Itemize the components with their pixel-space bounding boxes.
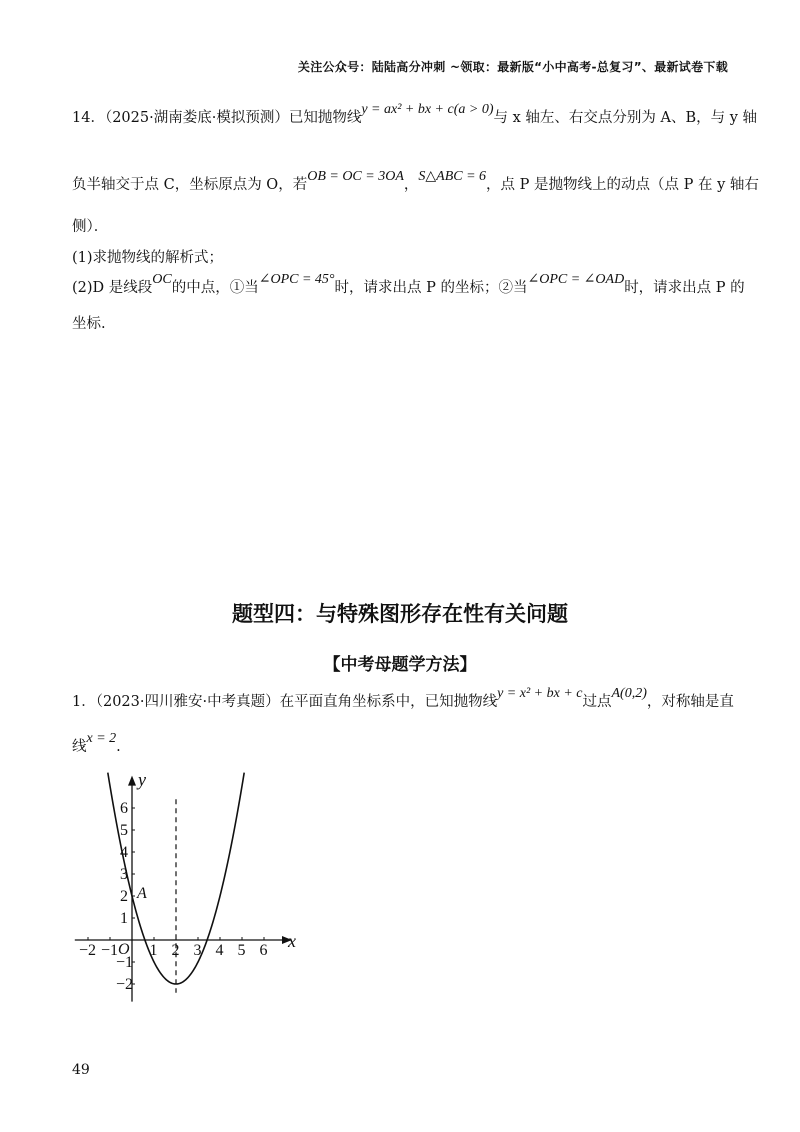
problem-14-text: 负半轴交于点 C，坐标原点为 O，若 <box>72 177 308 193</box>
point-a-label: A <box>137 885 147 902</box>
x-tick-label: 4 <box>215 942 224 959</box>
question-2-text: 的中点，①当 <box>171 280 259 296</box>
separator: ， <box>403 177 419 193</box>
page-number: 49 <box>72 1062 90 1078</box>
question-2-text: 时，请求出点 P 的 <box>624 280 745 296</box>
x-tick-label: 6 <box>259 942 268 959</box>
problem-14-text: ，点 P 是抛物线上的动点（点 P 在 y 轴右 <box>486 177 759 193</box>
symmetry-axis-equation: x = 2 <box>86 731 117 746</box>
problem-1-text: ，对称轴是直 <box>646 694 734 710</box>
area-condition: S△ABC = 6 <box>418 169 487 184</box>
y-tick-label: 5 <box>120 822 128 839</box>
parabola-graph <box>65 770 295 1005</box>
question-2-line-2: 坐标. <box>72 316 106 332</box>
problem-1-text: . <box>116 739 121 755</box>
question-2 <box>72 272 745 297</box>
x-tick-label: 3 <box>193 942 202 959</box>
parabola-equation: y = ax² + bx + c(a > 0) <box>361 102 494 117</box>
y-tick-label: 1 <box>120 910 128 927</box>
problem-1-line-1 <box>72 686 734 711</box>
question-1: (1)求抛物线的解析式； <box>72 250 224 266</box>
problem-1-text: 线 <box>72 739 87 755</box>
y-tick-label: 2 <box>120 888 128 905</box>
length-condition: OB = OC = 3OA <box>307 169 404 184</box>
question-2-text: (2)D 是线段 <box>72 280 153 296</box>
question-2-text: 时，请求出点 P 的坐标；②当 <box>334 280 528 296</box>
x-tick-label: 2 <box>171 942 180 959</box>
method-title: 【中考母题学方法】 <box>323 655 477 675</box>
problem-1-text: 过点 <box>582 694 612 710</box>
x-tick-label: 5 <box>237 942 246 959</box>
section-title: 题型四：与特殊图形存在性有关问题 <box>232 602 568 626</box>
x-axis-label: x <box>288 931 296 951</box>
angle-condition-2: ∠OPC = ∠OAD <box>527 272 625 287</box>
origin-label: O <box>118 941 130 958</box>
problem-14-intro: 14．（2025·湖南娄底·模拟预测）已知抛物线 <box>72 110 362 126</box>
x-tick-label: −1 <box>101 942 119 959</box>
y-axis-label: y <box>138 769 146 790</box>
page-header: 关注公众号：陆陆高分冲刺 ~领取：最新版“小中高考-总复习”、最新试卷下载 <box>297 60 728 74</box>
y-axis-arrow <box>128 776 136 786</box>
parabola-equation-2: y = x² + bx + c <box>497 686 583 701</box>
angle-condition-1: ∠OPC = 45° <box>258 272 335 287</box>
problem-1-intro: 1．（2023·四川雅安·中考真题）在平面直角坐标系中，已知抛物线 <box>72 694 498 710</box>
problem-14-text: 与 x 轴左、右交点分别为 A、B，与 y 轴 <box>493 110 758 126</box>
problem-14-line-1 <box>72 102 758 127</box>
y-tick-label: 6 <box>120 800 128 817</box>
problem-14-line-2 <box>72 169 759 194</box>
problem-14-line-3: 侧）． <box>72 219 109 235</box>
y-tick-label: −1 <box>116 954 134 971</box>
point-a: A(0,2) <box>611 686 647 701</box>
y-tick-label: 3 <box>120 866 128 883</box>
problem-1-line-2 <box>72 731 121 756</box>
segment-oc: OC <box>152 272 172 287</box>
y-tick-label: −2 <box>116 976 134 993</box>
y-tick-label: 4 <box>120 844 128 861</box>
x-tick-label: −2 <box>79 942 97 959</box>
x-tick-label: 1 <box>149 942 158 959</box>
